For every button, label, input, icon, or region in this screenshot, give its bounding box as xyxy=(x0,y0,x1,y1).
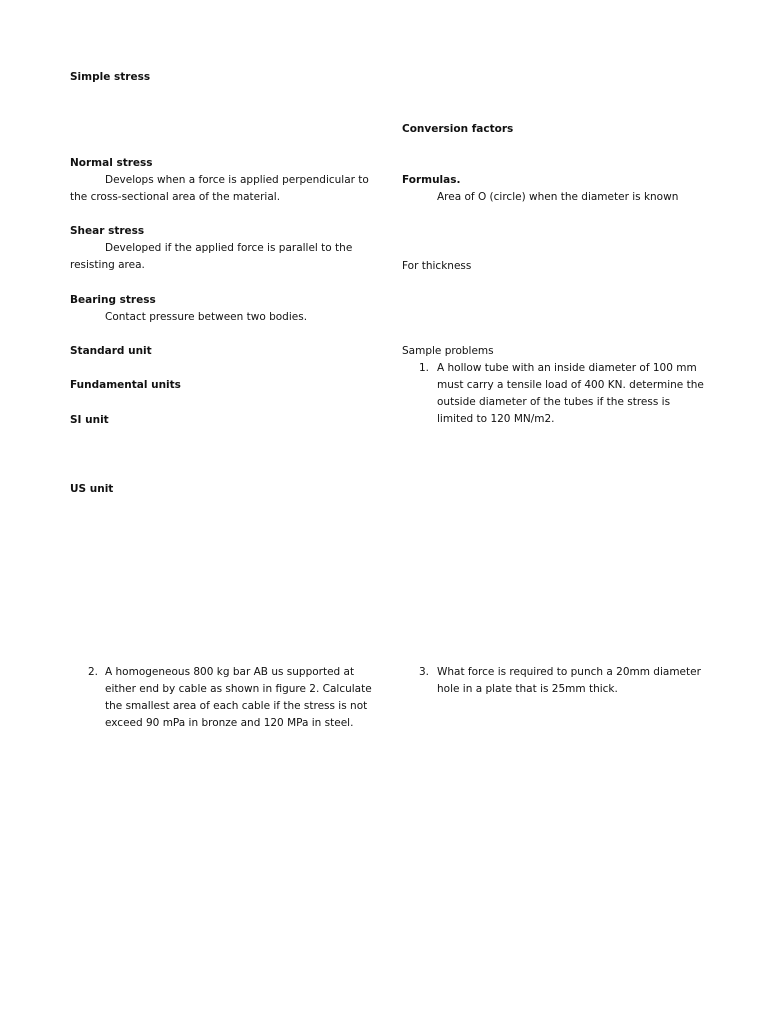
problem-text-line: either end by cable as shown in figure 2. Calculate xyxy=(105,683,372,695)
problem-text-line: A hollow tube with an inside diameter of 100 mm xyxy=(437,362,697,374)
problem-text-line: the smallest area of each cable if the stress is not xyxy=(105,700,368,712)
problem-number: 1. xyxy=(419,362,430,374)
si-unit-heading: SI unit xyxy=(70,414,109,426)
normal-stress-text-line-2: the cross-sectional area of the material. xyxy=(70,191,281,203)
formulas-heading: Formulas. xyxy=(402,174,461,186)
problem-number: 2. xyxy=(88,666,99,678)
problem-text-line: must carry a tensile load of 400 KN. determine the xyxy=(437,379,704,391)
normal-stress-heading: Normal stress xyxy=(70,157,153,169)
us-unit-heading: US unit xyxy=(70,483,114,495)
standard-unit-heading: Standard unit xyxy=(70,345,152,357)
shear-stress-text-line-1: Developed if the applied force is parallel to the xyxy=(105,242,353,254)
conversion-factors-heading: Conversion factors xyxy=(402,123,514,135)
sample-problems-heading: Sample problems xyxy=(402,345,494,357)
bearing-stress-heading: Bearing stress xyxy=(70,294,156,306)
problem-text-line: outside diameter of the tubes if the stress is xyxy=(437,396,671,408)
for-thickness-label: For thickness xyxy=(402,260,472,272)
formula-circle-area-text: Area of O (circle) when the diameter is known xyxy=(437,191,679,203)
problem-text-line: A homogeneous 800 kg bar AB us supported at xyxy=(105,666,355,678)
shear-stress-text-line-2: resisting area. xyxy=(70,259,145,271)
shear-stress-heading: Shear stress xyxy=(70,225,145,237)
bearing-stress-text: Contact pressure between two bodies. xyxy=(105,311,308,323)
normal-stress-text-line-1: Develops when a force is applied perpendicular to xyxy=(105,174,369,186)
problem-text-line: limited to 120 MN/m2. xyxy=(437,413,555,425)
page-title: Simple stress xyxy=(70,71,151,83)
problem-number: 3. xyxy=(419,666,430,678)
problem-text-line: exceed 90 mPa in bronze and 120 MPa in steel. xyxy=(105,717,354,729)
problem-text-line: What force is required to punch a 20mm diameter xyxy=(437,666,701,678)
fundamental-units-heading: Fundamental units xyxy=(70,379,181,391)
problem-text-line: hole in a plate that is 25mm thick. xyxy=(437,683,618,695)
